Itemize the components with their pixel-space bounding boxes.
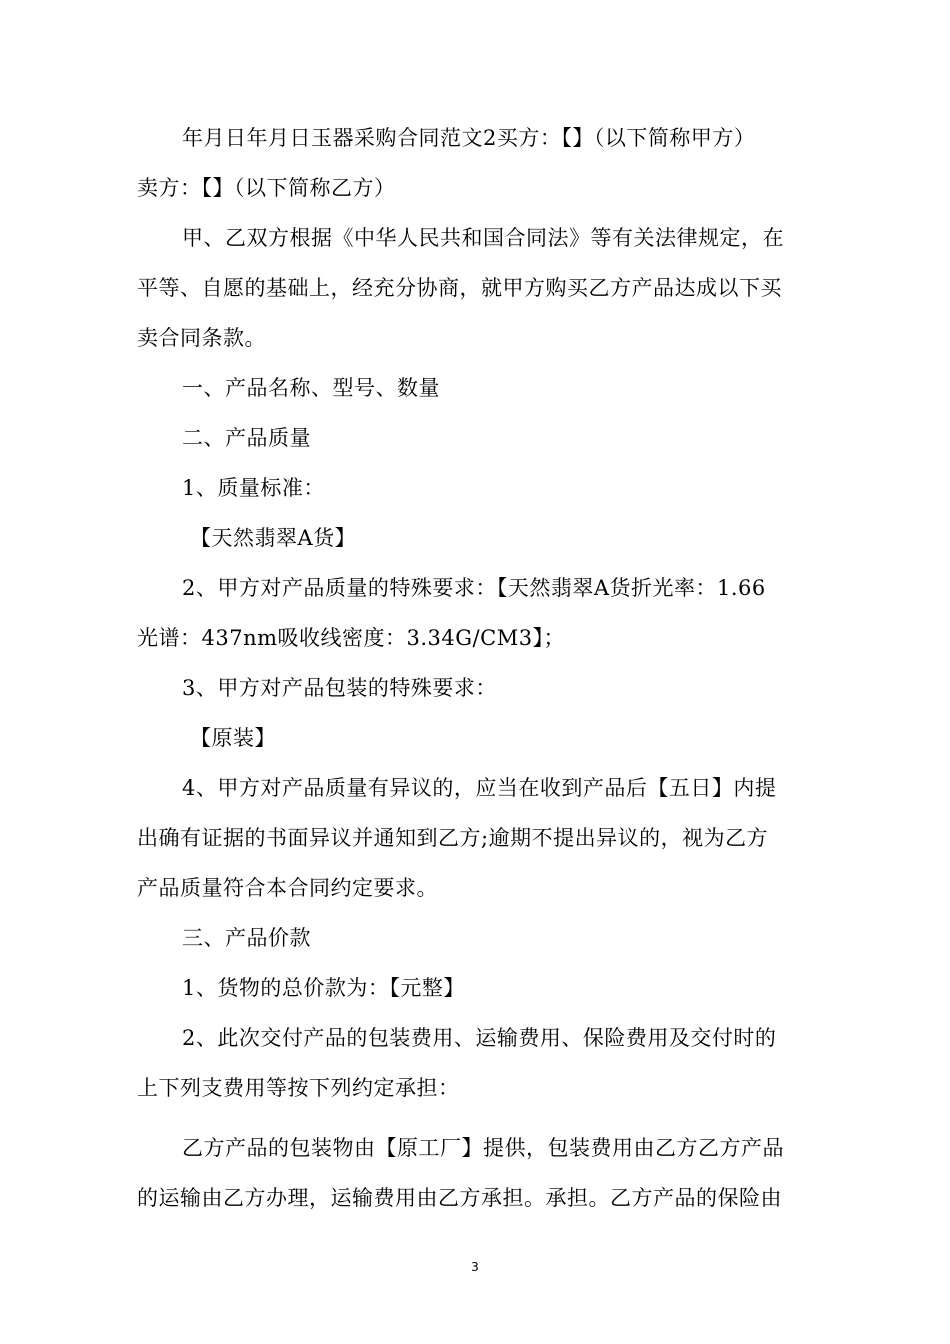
clause-line: 3、甲方对产品包装的特殊要求： — [182, 676, 497, 700]
clause-value: 【天然翡翠A货】 — [190, 526, 357, 550]
clause-line: 1、货物的总价款为：【元整】 — [182, 976, 465, 1000]
clause-line: 4、甲方对产品质量有异议的，应当在收到产品后【五日】内提 — [182, 776, 777, 800]
clause-line: 1、质量标准： — [182, 476, 325, 500]
paragraph-line: 平等、自愿的基础上，经充分协商，就甲方购买乙方产品达成以下买 — [137, 276, 782, 300]
paragraph-line: 甲、乙双方根据《中华人民共和国合同法》等有关法律规定，在 — [182, 226, 784, 250]
paragraph-line: 卖合同条款。 — [137, 326, 266, 350]
clause-line: 产品质量符合本合同约定要求。 — [137, 876, 438, 900]
seller-line: 卖方：【】（以下简称乙方） — [137, 176, 396, 200]
section-heading: 三、产品价款 — [182, 926, 311, 950]
contract-title-line: 年月日年月日玉器采购合同范文2买方：【】（以下简称甲方） — [182, 126, 756, 150]
paragraph-line: 的运输由乙方办理，运输费用由乙方承担。承担。乙方产品的保险由 — [137, 1186, 782, 1210]
clause-line: 出确有证据的书面异议并通知到乙方;逾期不提出异议的，视为乙方 — [137, 826, 769, 850]
section-heading: 二、产品质量 — [182, 426, 311, 450]
clause-line: 光谱：437nm吸收线密度：3.34G/CM3】； — [137, 626, 566, 650]
page-number: 3 — [471, 1260, 479, 1274]
clause-line: 2、甲方对产品质量的特殊要求：【天然翡翠A货折光率：1.66 — [182, 576, 766, 600]
clause-line: 2、此次交付产品的包装费用、运输费用、保险费用及交付时的 — [182, 1026, 777, 1050]
clause-line: 上下列支费用等按下列约定承担： — [137, 1076, 460, 1100]
paragraph-line: 乙方产品的包装物由【原工厂】提供，包装费用由乙方乙方产品 — [182, 1136, 784, 1160]
section-heading: 一、产品名称、型号、数量 — [182, 376, 440, 400]
clause-value: 【原装】 — [190, 726, 276, 750]
